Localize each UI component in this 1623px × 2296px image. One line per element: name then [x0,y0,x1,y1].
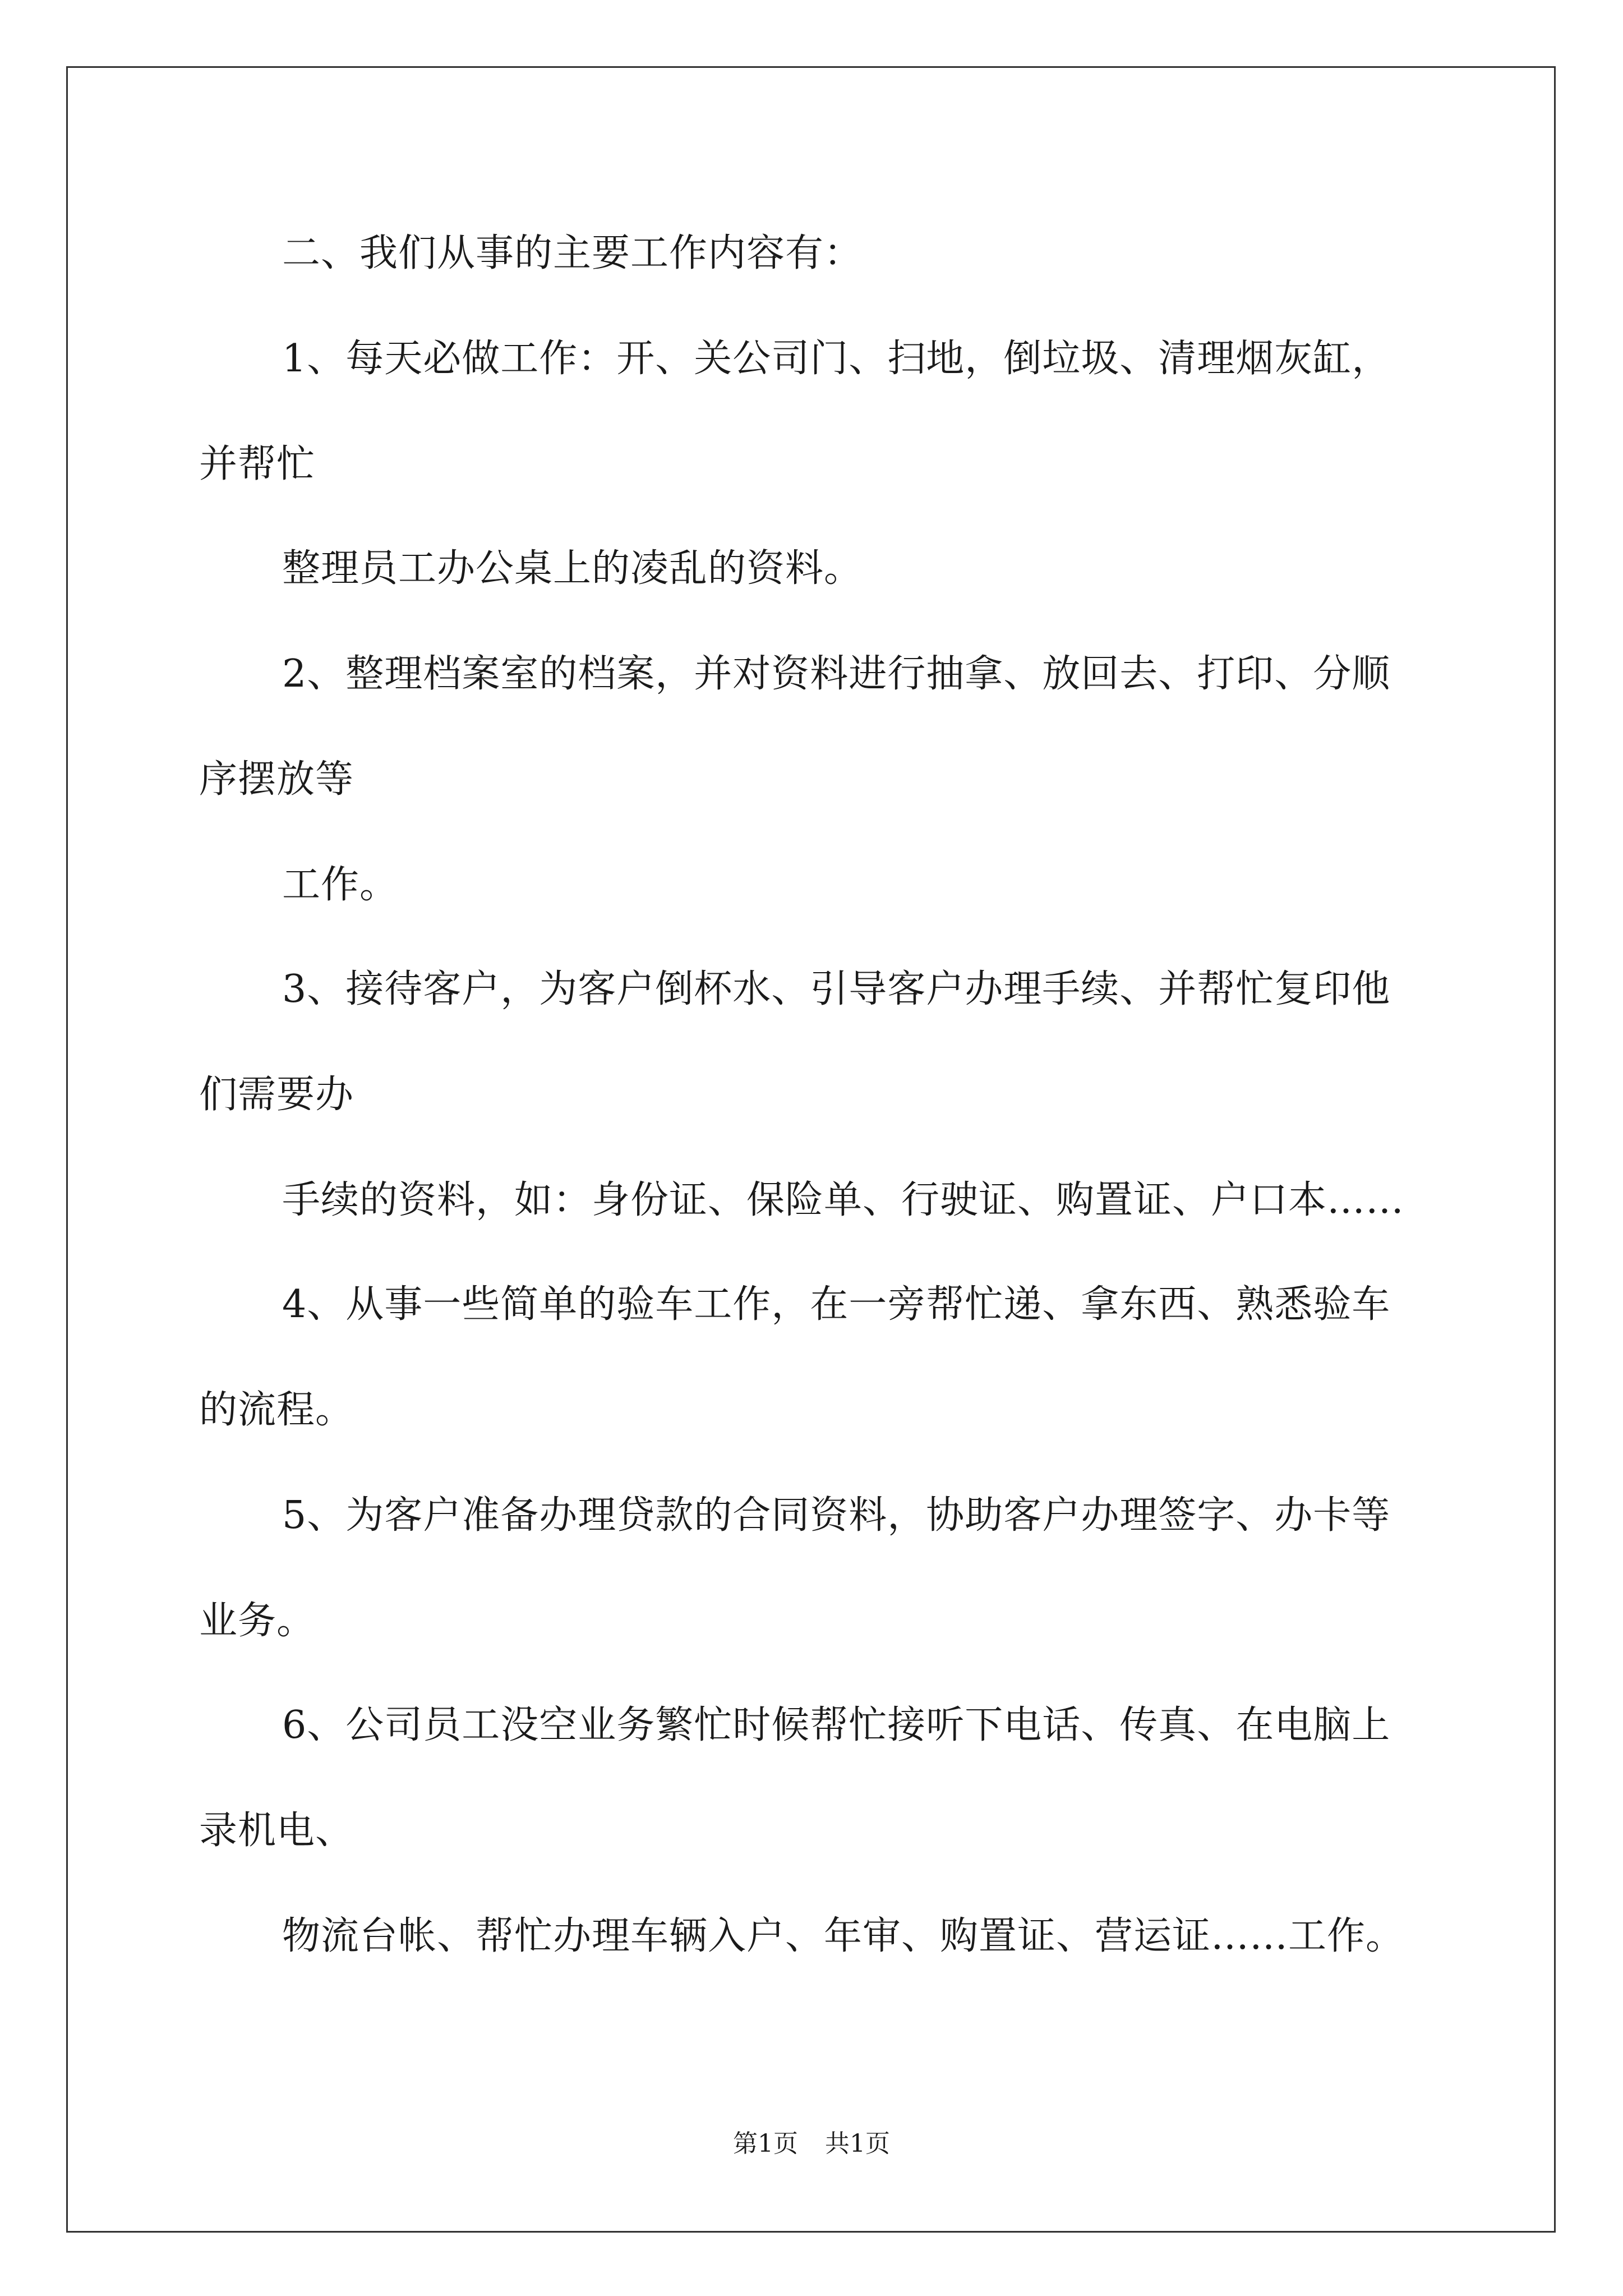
paragraph-line: 序摆放等 [199,757,354,802]
paragraph-line: 工作。 [282,863,399,907]
paragraph-line: 3、接待客户，为客户倒杯水、引导客户办理手续、并帮忙复印他 [282,967,1391,1011]
paragraph-line: 6、公司员工没空业务繁忙时候帮忙接听下电话、传真、在电脑上 [282,1703,1391,1747]
paragraph-line: 整理员工办公桌上的凌乱的资料。 [282,546,863,591]
paragraph-line: 2、整理档案室的档案，并对资料进行抽拿、放回去、打印、分顺 [282,652,1391,696]
paragraph-line: 录机电、 [199,1809,354,1853]
paragraph-line: 物流台帐、帮忙办理车辆入户、年审、购置证、营运证……工作。 [282,1914,1405,1958]
paragraph-line: 们需要办 [199,1073,354,1117]
page-number-current: 第1页 [733,2129,798,2158]
paragraph-line: 的流程。 [199,1388,354,1432]
page-footer [0,2129,1623,2158]
paragraph-line: 手续的资料，如：身份证、保险单、行驶证、购置证、户口本…… [282,1178,1405,1222]
paragraph-line: 4、从事一些简单的验车工作，在一旁帮忙递、拿东西、熟悉验车 [282,1282,1391,1327]
page-border [66,66,1556,2233]
paragraph-line: 1、每天必做工作：开、关公司门、扫地，倒垃圾、清理烟灰缸， [282,337,1391,381]
page-number-total: 共1页 [825,2129,890,2158]
paragraph-line: 5、为客户准备办理贷款的合同资料，协助客户办理签字、办卡等 [282,1493,1391,1538]
paragraph-line: 并帮忙 [199,442,316,486]
paragraph-line: 业务。 [199,1599,316,1643]
section-heading: 二、我们从事的主要工作内容有： [282,231,863,275]
